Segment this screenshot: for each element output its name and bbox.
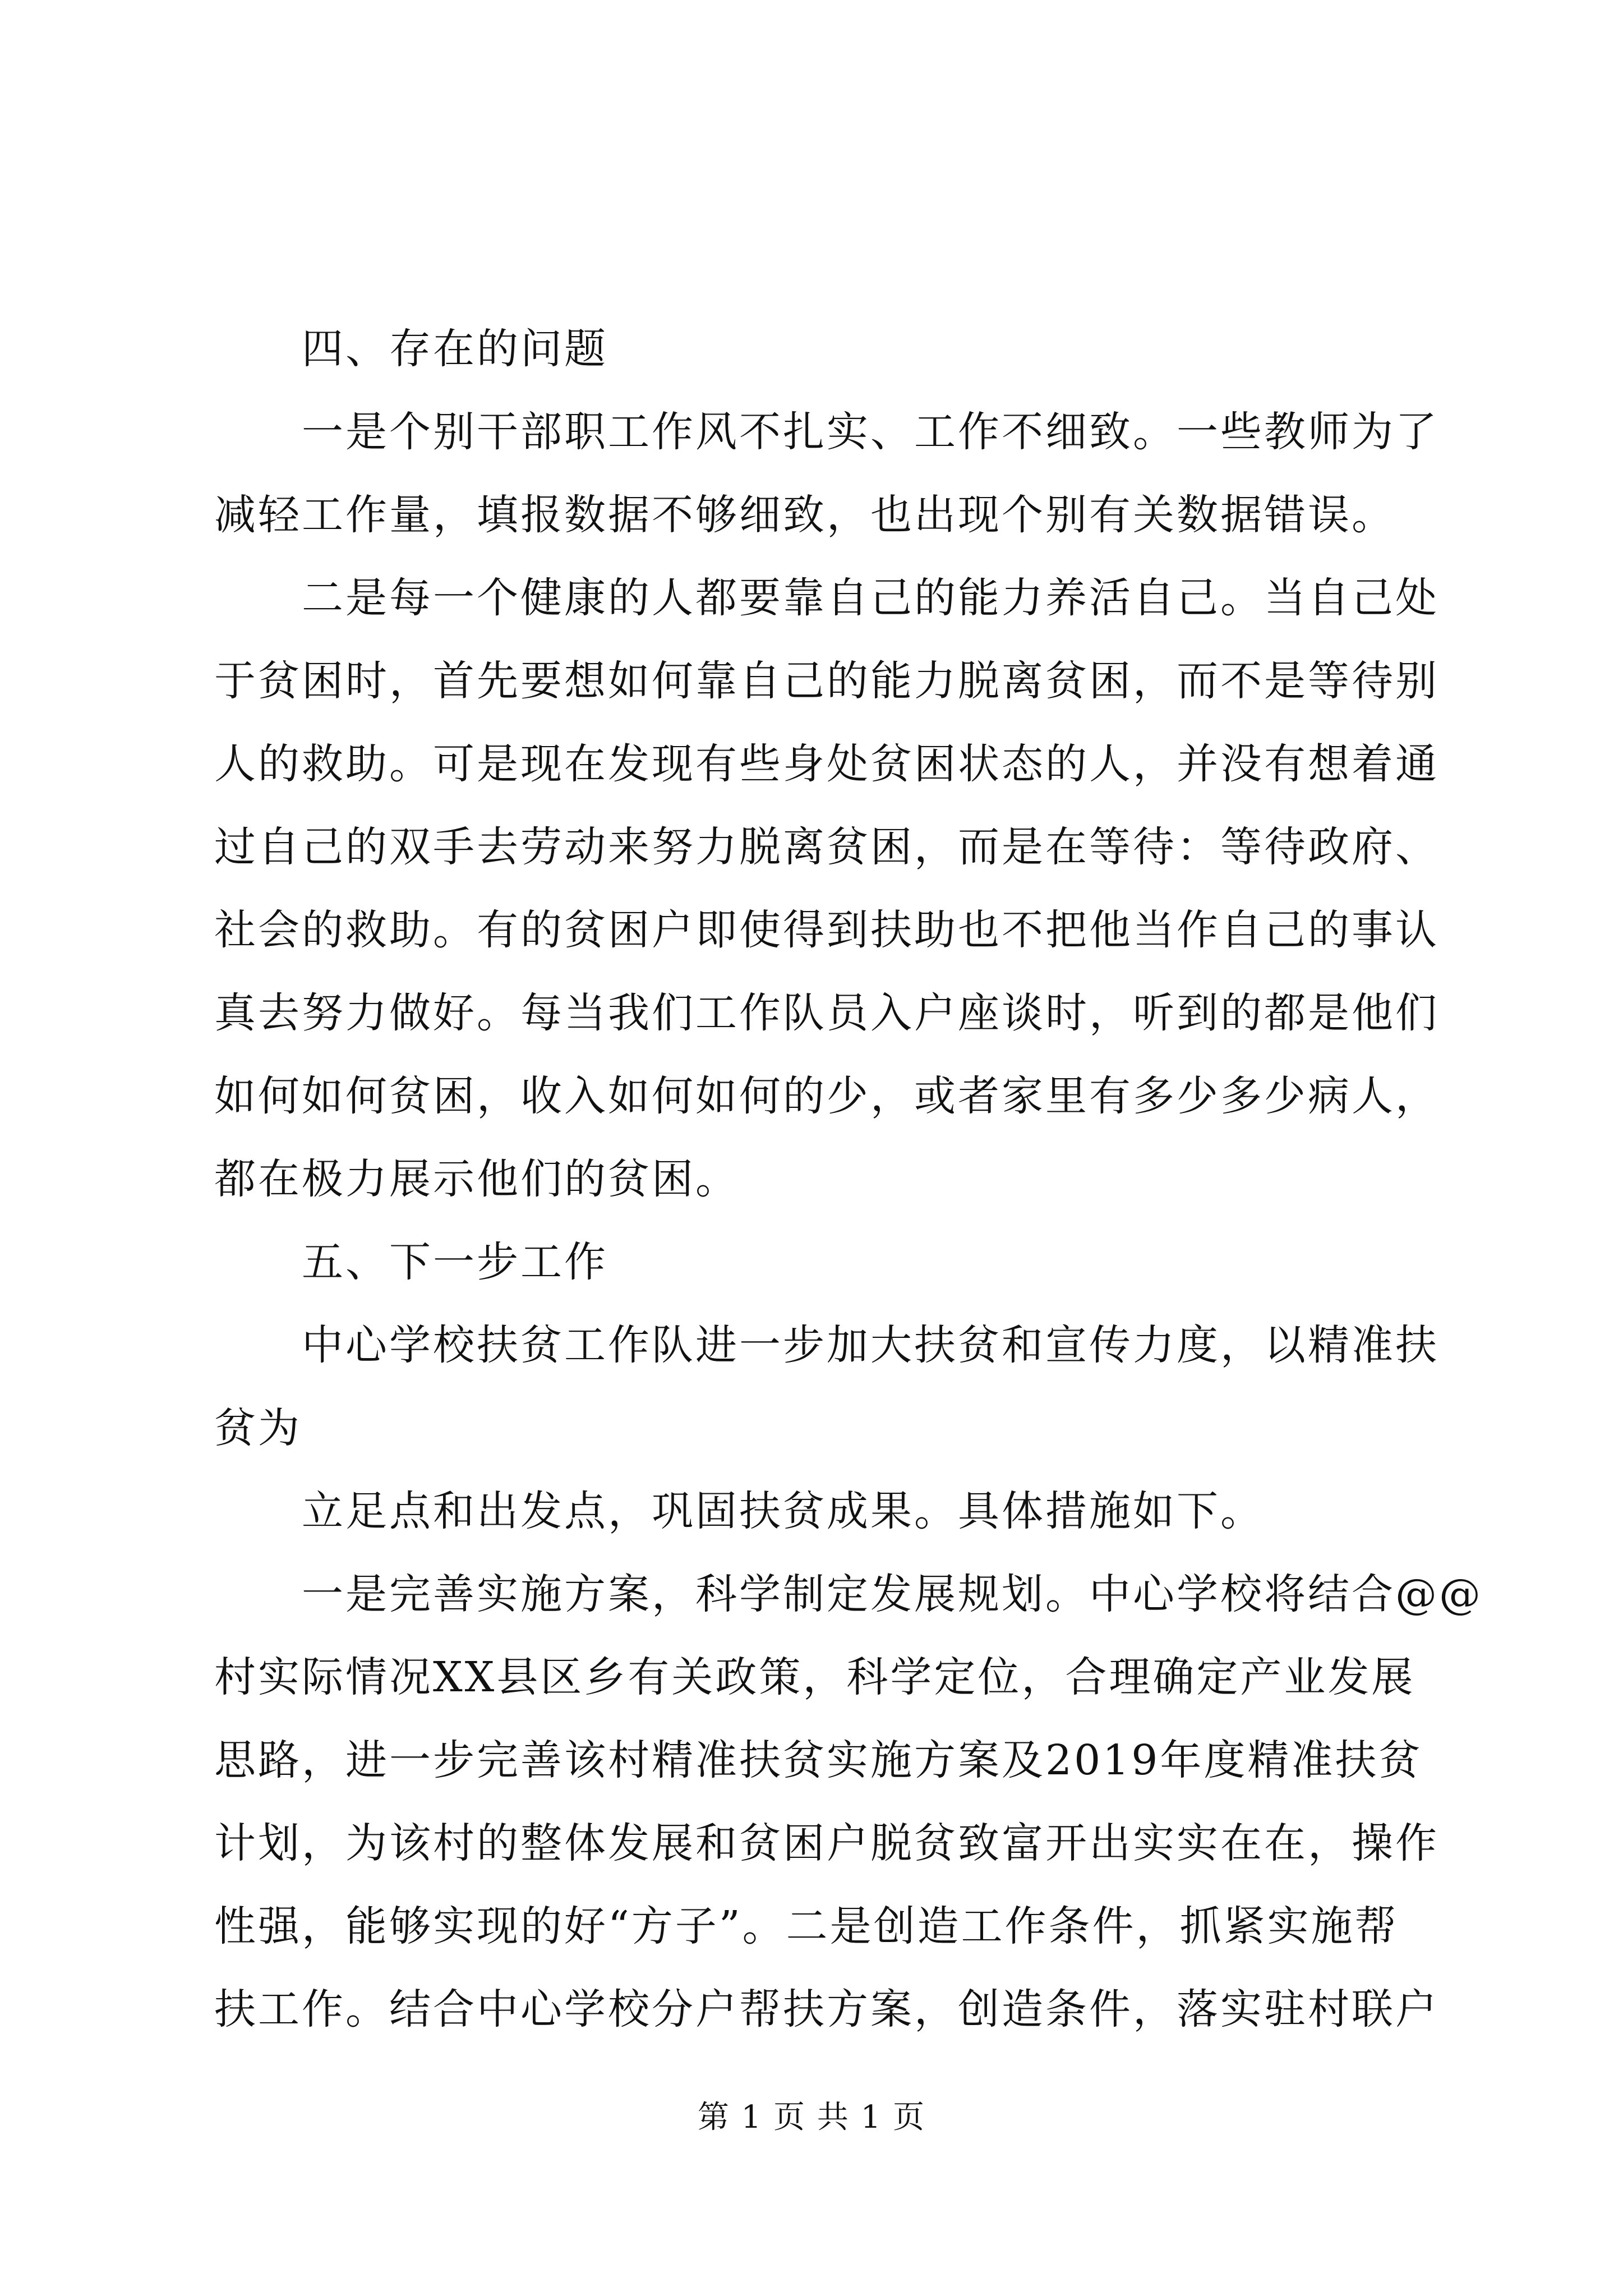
text-line: 思路，进一步完善该村精准扶贫实施方案及2019年度精准扶贫 [214, 1736, 1423, 1784]
text-line: 村实际情况XX县区乡有关政策，科学定位，合理确定产业发展 [214, 1653, 1415, 1701]
text-line: 计划，为该村的整体发展和贫困户脱贫致富开出实实在在，操作 [214, 1819, 1439, 1867]
text-line: 真去努力做好。每当我们工作队员入户座谈时，听到的都是他们 [214, 989, 1439, 1037]
text-line: 中心学校扶贫工作队进一步加大扶贫和宣传力度，以精准扶 [302, 1321, 1439, 1369]
text-line: 四、存在的问题 [302, 325, 608, 373]
text-line: 一是个别干部职工作风不扎实、工作不细致。一些教师为了 [302, 408, 1439, 456]
text-line: 二是每一个健康的人都要靠自己的能力养活自己。当自己处 [302, 574, 1439, 622]
document-body [214, 307, 1483, 2051]
text-line: 一是完善实施方案，科学制定发展规划。中心学校将结合@@ [302, 1570, 1483, 1618]
text-line: 人的救助。可是现在发现有些身处贫困状态的人，并没有想着通 [214, 740, 1439, 788]
text-line: 过自己的双手去劳动来努力脱离贫困，而是在等待：等待政府、 [214, 823, 1439, 871]
text-line: 扶工作。结合中心学校分户帮扶方案，创造条件，落实驻村联户 [214, 1985, 1439, 2033]
text-line: 性强，能够实现的好“方子”。二是创造工作条件，抓紧实施帮 [214, 1902, 1399, 1950]
text-line: 立足点和出发点，巩固扶贫成果。具体措施如下。 [302, 1487, 1264, 1535]
text-line: 减轻工作量，填报数据不够细致，也出现个别有关数据错误。 [214, 491, 1395, 539]
page-footer: 第 1 页 共 1 页 [697, 2099, 926, 2136]
text-line: 于贫困时，首先要想如何靠自己的能力脱离贫困，而不是等待别 [214, 657, 1439, 705]
text-line: 都在极力展示他们的贫困。 [214, 1155, 739, 1203]
text-line: 社会的救助。有的贫困户即使得到扶助也不把他当作自己的事认 [214, 906, 1439, 954]
text-line: 五、下一步工作 [302, 1238, 608, 1286]
text-line: 贫为 [214, 1404, 302, 1452]
text-line: 如何如何贫困，收入如何如何的少，或者家里有多少多少病人， [214, 1072, 1439, 1120]
